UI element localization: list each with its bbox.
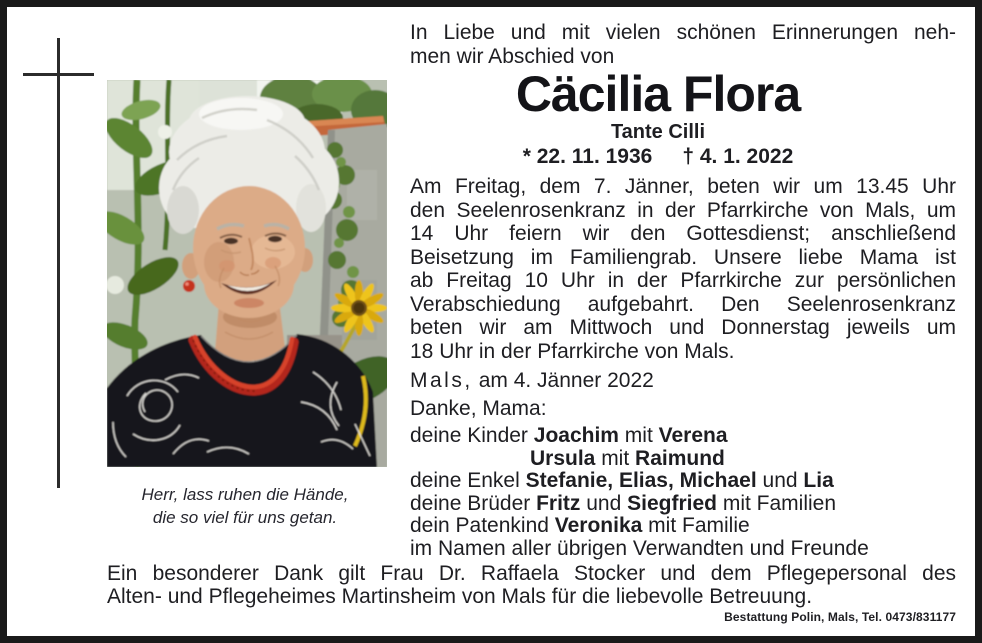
birth-date: * 22. 11. 1936 bbox=[522, 145, 653, 168]
mourner-line: Ursula mit Raimund bbox=[530, 446, 725, 470]
mourner-list bbox=[410, 425, 956, 560]
photo-caption: Herr, lass ruhen die Hände, die so viel für uns getan. bbox=[141, 485, 349, 527]
funeral-announcement: Am Freitag, dem 7. Jänner, beten wir um 13.45 Uhr den Seelenrosenkranz in der Pfarrkirche von Mals, um 14 Uhr feiern wir den Gottesdienst; anschließend Beisetzung im Familiengrab. Unsere liebe Mama ist ab Freitag 10 Uhr in der Pfarrkirche zur persönlichen Verabschiedung aufgebahrt. Den Seelenrosenkranz beten wir am Mittwoch und Donnerstag jeweils um 18 Uhr in der Pfarrkirche von Mals. bbox=[410, 175, 956, 363]
acknowledgement-text: Ein besonderer Dank gilt Frau Dr. Raffaela Stocker und dem Pflegepersonal des Alten- und Pflegeheimes Martinsheim von Mals für die liebevolle Betreuung. bbox=[107, 562, 956, 608]
mourner-line: deine Kinder Joachim mit Verena bbox=[410, 424, 728, 447]
mourner-line: deine Brüder Fritz und Siegfried mit Familien bbox=[410, 491, 837, 515]
deceased-name: Cäcilia Flora bbox=[515, 66, 801, 122]
mourner-line: dein Patenkind Veronika mit Familie bbox=[410, 514, 750, 537]
latin-cross-icon bbox=[23, 73, 94, 76]
dateline-date: am 4. Jänner 2022 bbox=[478, 369, 654, 392]
earring bbox=[183, 280, 195, 292]
deceased-nickname: Tante Cilli bbox=[610, 121, 706, 143]
mourner-line: im Namen aller übrigen Verwandten und Freunde bbox=[410, 536, 869, 560]
portrait-photo-art bbox=[107, 80, 387, 467]
dateline-place: Mals, bbox=[410, 369, 473, 392]
intro-text: In Liebe und mit vielen schönen Erinnerungen neh- men wir Abschied von bbox=[410, 21, 956, 68]
portrait-photo bbox=[107, 80, 387, 467]
death-date: † 4. 1. 2022 bbox=[682, 145, 794, 168]
latin-cross-icon bbox=[57, 38, 60, 488]
mourner-line: deine Enkel Stefanie, Elias, Michael und Lia bbox=[410, 469, 834, 492]
funeral-home-credit: Bestattung Polin, Mals, Tel. 0473/831177 bbox=[724, 610, 956, 624]
place-dateline bbox=[410, 369, 956, 392]
life-dates bbox=[410, 146, 956, 168]
thanks-heading: Danke, Mama: bbox=[410, 397, 547, 420]
announcement-column bbox=[410, 0, 956, 560]
